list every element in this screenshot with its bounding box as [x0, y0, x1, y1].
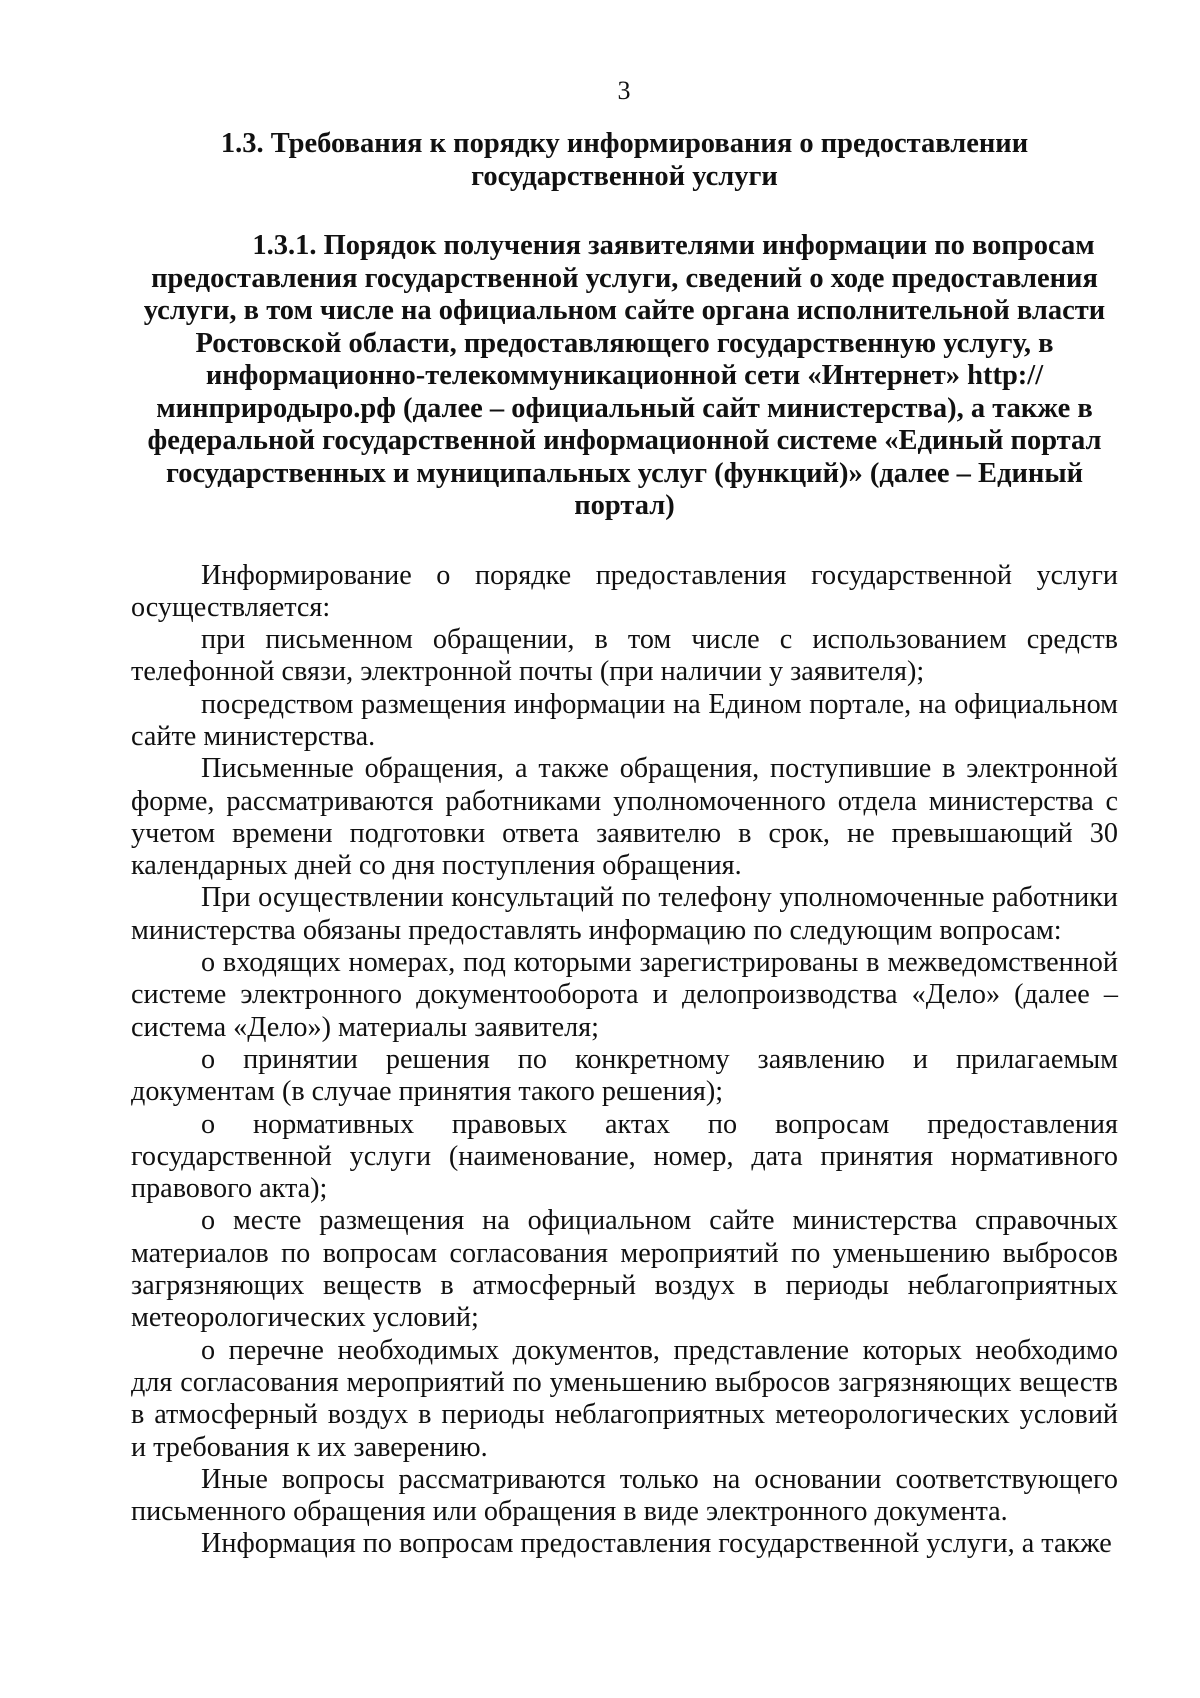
section-title: 1.3. Требования к порядку информирования о предоставлении государственной услуги [220, 128, 1029, 192]
paragraph: о принятии решения по конкретному заявлению и прилагаемым документам (в случае принятия такого решения); [131, 1043, 1118, 1108]
subsection-title-text: 1.3.1. Порядок получения заявителями информации по вопросам предоставления государственной услуги, сведений о ходе предоставления услуги, в том числе на официальном сайте органа исполнительной власти Ростовской области, предоставляющего государственную услугу, в информационно-телекоммуникационной сети «Интернет» http://минприродыро.рф (далее – официальный сайт министерства), а также в федеральной государственной информационной системе «Единый портал государственных и муниципальных услуг (функций)» (далее – Единый портал) [143, 230, 1106, 521]
paragraph: о перечне необходимых документов, представление которых необходимо для согласования мероприятий по уменьшению выбросов загрязняющих веществ в атмосферный воздух в периоды неблагоприятных метеорологических условий и требования к их заверению. [131, 1334, 1118, 1463]
paragraph: о нормативных правовых актах по вопросам предоставления государственной услуги (наименование, номер, дата принятия нормативного правового акта); [131, 1108, 1118, 1205]
body-text [131, 560, 1118, 1561]
paragraph: Иные вопросы рассматриваются только на основании соответствующего письменного обращения или обращения в виде электронного документа. [131, 1463, 1118, 1528]
document-content [131, 127, 1118, 1561]
paragraph: посредством размещения информации на Едином портале, на официальном сайте министерства. [131, 688, 1118, 752]
subsection-title [131, 230, 1118, 523]
paragraph: о входящих номерах, под которыми зарегистрированы в межведомственной системе электронного документооборота и делопроизводства «Дело» (далее – система «Дело») материалы заявителя; [131, 947, 1118, 1043]
page-number: 3 [617, 76, 631, 105]
paragraph: Информирование о порядке предоставления государственной услуги осуществляется: [131, 559, 1118, 623]
paragraph: о месте размещения на официальном сайте министерства справочных материалов по вопросам согласования мероприятий по уменьшению выбросов загрязняющих веществ в атмосферный воздух в периоды неблагоприятных метеорологических условий; [131, 1205, 1118, 1334]
paragraph: Письменные обращения, а также обращения, поступившие в электронной форме, рассматриваются работниками уполномоченного отдела министерства с учетом времени подготовки ответа заявителю в срок, не превышающий 30 календарных дней со дня поступления обращения. [131, 753, 1118, 882]
paragraph: Информация по вопросам предоставления государственной услуги, а также [201, 1528, 1112, 1560]
paragraph: При осуществлении консультаций по телефону уполномоченные работники министерства обязаны предоставлять информацию по следующим вопросам: [131, 882, 1118, 946]
paragraph: при письменном обращении, в том числе с использованием средств телефонной связи, электронной почты (при наличии у заявителя); [131, 624, 1118, 688]
